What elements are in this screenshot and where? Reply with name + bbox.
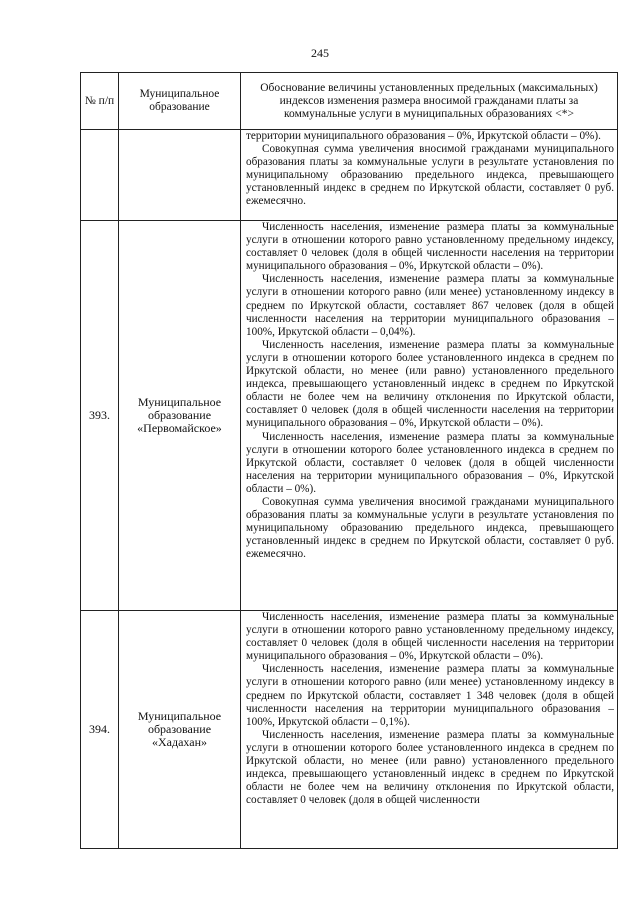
justification-paragraph: Численность населения, изменение размера платы за коммунальные услуги в отношении которого равно установленному предельному индексу, составляет 0 человек (доля в общей численности населения на территории муниципального образования – 0%, Иркутской области – 0%). [246,611,614,663]
row-number [81,130,119,221]
justification-paragraph: Совокупная сумма увеличения вносимой гражданами муниципального образования платы за коммунальные услуги в результате установления по муниципальному образованию предельного индекса, превышающего установленный индекс в среднем по Иркутской области, составляет 0 руб. ежемесячно. [246,495,614,561]
row-municipality: Муниципальное образование «Хадахан» [119,611,241,849]
row-municipality [119,130,241,221]
table-row [81,130,618,221]
table-row [81,611,618,849]
row-justification [241,221,618,611]
header-municipality: Муниципальное образование [119,73,241,130]
table-header-row [81,73,618,130]
justification-paragraph: Численность населения, изменение размера платы за коммунальные услуги в отношении которого равно (или менее) установленному индексу в среднем по Иркутской области, составляет 867 человек (доля в общей численности населения на территории муниципального образования – 100%, Иркутской области – 0,04%). [246,273,614,338]
header-justification: Обоснование величины установленных предельных (максимальных) индексов изменения размера вносимой гражданами платы за коммунальные услуги в муниципальных образованиях <*> [241,73,618,130]
row-number: 394. [81,611,119,849]
row-justification [241,130,618,221]
justification-paragraph: Численность населения, изменение размера платы за коммунальные услуги в отношении которого равно установленному предельному индексу, составляет 0 человек (доля в общей численности населения на территории муниципального образования – 0%, Иркутской области – 0%). [246,221,614,273]
justification-paragraph: территории муниципального образования – 0%, Иркутской области – 0%). [246,130,601,142]
row-justification [241,611,618,849]
header-number: № п/п [81,73,119,130]
row-number: 393. [81,221,119,611]
tariff-index-table [80,72,618,849]
row-municipality: Муниципальное образование «Первомайское» [119,221,241,611]
justification-paragraph: Численность населения, изменение размера платы за коммунальные услуги в отношении которого более установленного индекса в среднем по Иркутской области, но менее (или равно) установленного предельного индекса, превышающего установленный индекс в среднем по Иркутской области не более чем на величину отклонения по Иркутской области, составляет 0 человек (доля в общей численности населения на территории муниципального образования – 0%, Иркутской области – 0%). [246,338,614,430]
justification-paragraph: Численность населения, изменение размера платы за коммунальные услуги в отношении которого более установленного индекса в среднем по Иркутской области, но менее (или равно) установленного предельного индекса, превышающего установленный индекс в среднем по Иркутской области не более чем на величину отклонения по Иркутской области, составляет 0 человек (доля в общей численности [246,728,614,807]
justification-paragraph: Совокупная сумма увеличения вносимой гражданами муниципального образования платы за коммунальные услуги в результате установления по муниципальному образованию предельного индекса, превышающего установленный индекс в среднем по Иркутской области, составляет 0 руб. ежемесячно. [246,143,614,208]
justification-paragraph: Численность населения, изменение размера платы за коммунальные услуги в отношении которого более установленного индекса в среднем по Иркутской области, составляет 0 человек (доля в общей численности населения на территории муниципального образования – 0%, Иркутской области – 0%). [246,430,614,495]
table-row [81,221,618,611]
justification-paragraph: Численность населения, изменение размера платы за коммунальные услуги в отношении которого равно (или менее) установленному индексу в среднем по Иркутской области, составляет 1 348 человек (доля в общей численности населения на территории муниципального образования – 100%, Иркутской области – 0,1%). [246,663,614,728]
page-number: 245 [311,46,329,60]
